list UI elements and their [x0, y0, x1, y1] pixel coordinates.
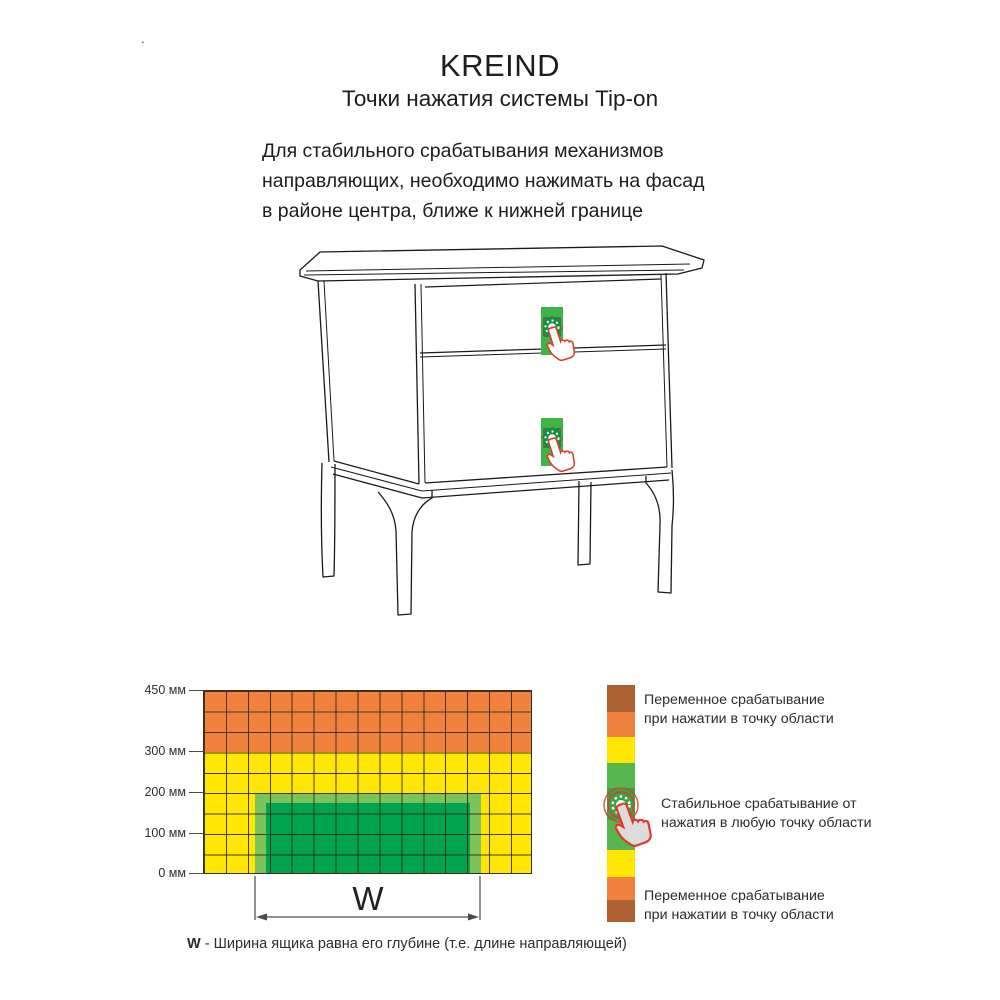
legend-seg-brown	[607, 685, 635, 712]
legend-entry-middle	[661, 795, 872, 832]
axis-label-300: 300 мм	[144, 744, 186, 758]
press-zone-lower	[541, 418, 577, 474]
legend-line: Стабильное срабатывание от	[661, 796, 857, 812]
grid-lines	[204, 691, 531, 873]
legend-hand-group	[598, 776, 668, 856]
axis-tick	[189, 833, 204, 834]
brand-title: KREIND	[439, 48, 561, 83]
page-subtitle: Точки нажатия системы Tip-on	[341, 86, 659, 111]
arrowhead-right-icon	[468, 914, 479, 921]
legend-seg-orange	[607, 877, 635, 900]
legend-entry-top	[644, 691, 834, 728]
intro-line: в районе центра, ближе к нижней границе	[262, 200, 643, 222]
stray-mark: .	[141, 31, 145, 46]
axis-tick	[189, 873, 204, 874]
legend-line: Переменное срабатывание	[644, 888, 825, 904]
legend-seg-brown	[607, 900, 635, 922]
legend-line: Переменное срабатывание	[644, 692, 825, 708]
axis-label-450: 450 мм	[144, 683, 186, 697]
pressing-hand-icon	[609, 798, 654, 850]
axis-label-100: 100 мм	[144, 826, 186, 840]
width-symbol: W	[352, 880, 384, 917]
intro-line: направляющих, необходимо нажимать на фасад	[262, 170, 705, 192]
width-caption	[187, 936, 627, 952]
intro-paragraph	[262, 136, 782, 226]
press-zone-upper	[541, 307, 577, 363]
axis-tick	[189, 690, 204, 691]
axis-tick	[189, 751, 204, 752]
legend-line: при нажатии в точку области	[644, 710, 834, 727]
axis-label-200: 200 мм	[144, 785, 186, 799]
legend-line: при нажатии в точку области	[644, 906, 834, 923]
legend-line: нажатия в любую точку области	[661, 814, 872, 831]
nightstand-illustration	[238, 240, 728, 632]
legend-seg-orange	[607, 712, 635, 737]
axis-label-0: 0 мм	[158, 866, 186, 880]
legend-entry-bottom	[644, 887, 834, 924]
arrowhead-left-icon	[256, 914, 267, 921]
intro-line: Для стабильного срабатывания механизмов	[262, 140, 664, 162]
width-caption-text: - Ширина ящика равна его глубине (т.е. длине направляющей)	[200, 936, 627, 952]
width-caption-bold: W	[187, 936, 201, 952]
axis-tick	[189, 792, 204, 793]
press-zone-grid	[203, 690, 532, 874]
nightstand-outline	[300, 246, 704, 615]
legend-seg-yellow	[607, 737, 635, 763]
